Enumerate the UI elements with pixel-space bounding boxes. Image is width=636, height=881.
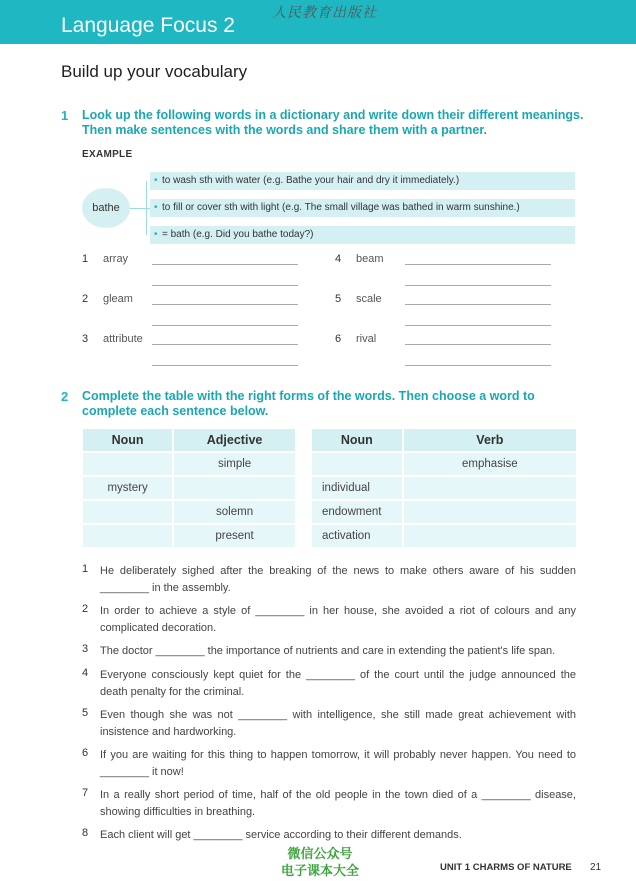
sentence-text: If you are waiting for this thing to happen tomorrow, it will probably never happen. You need to ________ it now! bbox=[100, 749, 576, 778]
table-row bbox=[312, 501, 576, 523]
sentence-text: Everyone consciously kept quiet for the ________ of the court until the judge announced the death penalty for the criminal. bbox=[100, 669, 576, 698]
page-number: 21 bbox=[590, 862, 602, 873]
table-cell[interactable] bbox=[83, 525, 172, 547]
word-form-table-right bbox=[310, 427, 578, 549]
write-line[interactable] bbox=[405, 344, 551, 345]
write-line[interactable] bbox=[152, 285, 298, 286]
sentence-text: In a really short period of time, half of the old people in the town died of a ________ disease, showing difficulties in breathing. bbox=[100, 789, 576, 818]
table-row bbox=[312, 525, 576, 547]
example-word-text: bathe bbox=[92, 202, 120, 214]
question-1-text-line1: Look up the following words in a dictionary and write down their different meanings. bbox=[82, 108, 584, 122]
unit-label: UNIT 1 CHARMS OF NATURE bbox=[440, 862, 572, 873]
table-cell[interactable] bbox=[404, 501, 576, 523]
write-line[interactable] bbox=[152, 264, 298, 265]
example-label: EXAMPLE bbox=[82, 149, 133, 160]
question-2-number: 2 bbox=[61, 389, 69, 404]
write-line[interactable] bbox=[405, 365, 551, 366]
vocab-number: 1 bbox=[82, 253, 89, 265]
wechat-line2: 电子课本大全 bbox=[280, 864, 359, 879]
question-1-number: 1 bbox=[61, 108, 69, 123]
table-cell[interactable]: mystery bbox=[83, 477, 172, 499]
table-header: Verb bbox=[404, 429, 576, 451]
table-cell[interactable] bbox=[83, 453, 172, 475]
write-line[interactable] bbox=[405, 264, 551, 265]
section-heading: Build up your vocabulary bbox=[61, 62, 248, 81]
sentence-number: 4 bbox=[82, 667, 89, 679]
table-row bbox=[83, 501, 295, 523]
sentence-number: 8 bbox=[82, 827, 89, 839]
wechat-line1: 微信公众号 bbox=[287, 847, 353, 862]
write-line[interactable] bbox=[152, 304, 298, 305]
connector-line bbox=[130, 208, 150, 209]
meaning-bar: • to fill or cover sth with light (e.g. The small village was bathed in warm sunshine.) bbox=[150, 199, 575, 217]
write-line[interactable] bbox=[152, 365, 298, 366]
table-cell[interactable]: simple bbox=[174, 453, 295, 475]
sentence-text: Each client will get ________ service according to their different demands. bbox=[100, 829, 462, 841]
page-header bbox=[0, 0, 636, 44]
table-cell[interactable]: individual bbox=[312, 477, 402, 499]
page-title: Language Focus 2 bbox=[61, 14, 235, 37]
sentence-text: He deliberately sighed after the breaking of the news to make others aware of his sudden ________ in the assembly. bbox=[100, 565, 576, 594]
sentence-number: 7 bbox=[82, 787, 89, 799]
write-line[interactable] bbox=[405, 325, 551, 326]
word-form-table-left bbox=[81, 427, 297, 549]
meaning-bar: • to wash sth with water (e.g. Bathe your hair and dry it immediately.) bbox=[150, 172, 575, 190]
table-row bbox=[312, 453, 576, 475]
sentence-text: In order to achieve a style of ________ in her house, she avoided a riot of colours and any complicated decoration. bbox=[100, 605, 576, 634]
table-row bbox=[83, 477, 295, 499]
table-cell[interactable] bbox=[174, 477, 295, 499]
vocab-word: attribute bbox=[103, 333, 143, 345]
sentence-number: 6 bbox=[82, 747, 89, 759]
table-row bbox=[83, 525, 295, 547]
sentence-number: 1 bbox=[82, 563, 89, 575]
table-cell[interactable]: endowment bbox=[312, 501, 402, 523]
sentence-number: 5 bbox=[82, 707, 89, 719]
table-row bbox=[312, 477, 576, 499]
table-cell[interactable] bbox=[404, 477, 576, 499]
meaning-bar: • = bath (e.g. Did you bathe today?) bbox=[150, 226, 575, 244]
table-cell[interactable]: present bbox=[174, 525, 295, 547]
sentence-text: Even though she was not ________ with intelligence, she still made great achievement with insistence and hardworking. bbox=[100, 709, 576, 738]
table-cell[interactable]: solemn bbox=[174, 501, 295, 523]
sentence-text: The doctor ________ the importance of nutrients and care in extending the patient's life span. bbox=[100, 645, 556, 657]
sentence-number: 3 bbox=[82, 643, 89, 655]
vocab-word: beam bbox=[356, 253, 384, 265]
vocab-word: gleam bbox=[103, 293, 133, 305]
table-cell[interactable] bbox=[83, 501, 172, 523]
sentence-number: 2 bbox=[82, 603, 89, 615]
write-line[interactable] bbox=[405, 304, 551, 305]
question-1-text-line2: Then make sentences with the words and share them with a partner. bbox=[82, 123, 487, 137]
table-cell[interactable]: emphasise bbox=[404, 453, 576, 475]
vocab-number: 2 bbox=[82, 293, 89, 305]
table-cell[interactable] bbox=[404, 525, 576, 547]
vocab-number: 4 bbox=[335, 253, 342, 265]
example-word bbox=[82, 188, 130, 228]
table-cell[interactable] bbox=[312, 453, 402, 475]
vocab-number: 3 bbox=[82, 333, 89, 345]
question-2-text-line2: complete each sentence below. bbox=[82, 404, 269, 418]
write-line[interactable] bbox=[152, 344, 298, 345]
vocab-word: scale bbox=[356, 293, 382, 305]
connector-line bbox=[146, 181, 147, 235]
question-2-text-line1: Complete the table with the right forms of the words. Then choose a word to bbox=[82, 389, 535, 403]
table-header: Noun bbox=[83, 429, 172, 451]
write-line[interactable] bbox=[405, 285, 551, 286]
wechat-watermark bbox=[270, 846, 370, 880]
table-header: Adjective bbox=[174, 429, 295, 451]
vocab-word: array bbox=[103, 253, 129, 265]
vocab-word: rival bbox=[356, 333, 377, 345]
publisher-logo: 人民教育出版社 bbox=[272, 5, 377, 21]
table-row bbox=[83, 453, 295, 475]
table-cell[interactable]: activation bbox=[312, 525, 402, 547]
table-header: Noun bbox=[312, 429, 402, 451]
write-line[interactable] bbox=[152, 325, 298, 326]
vocab-number: 5 bbox=[335, 293, 342, 305]
vocab-number: 6 bbox=[335, 333, 342, 345]
